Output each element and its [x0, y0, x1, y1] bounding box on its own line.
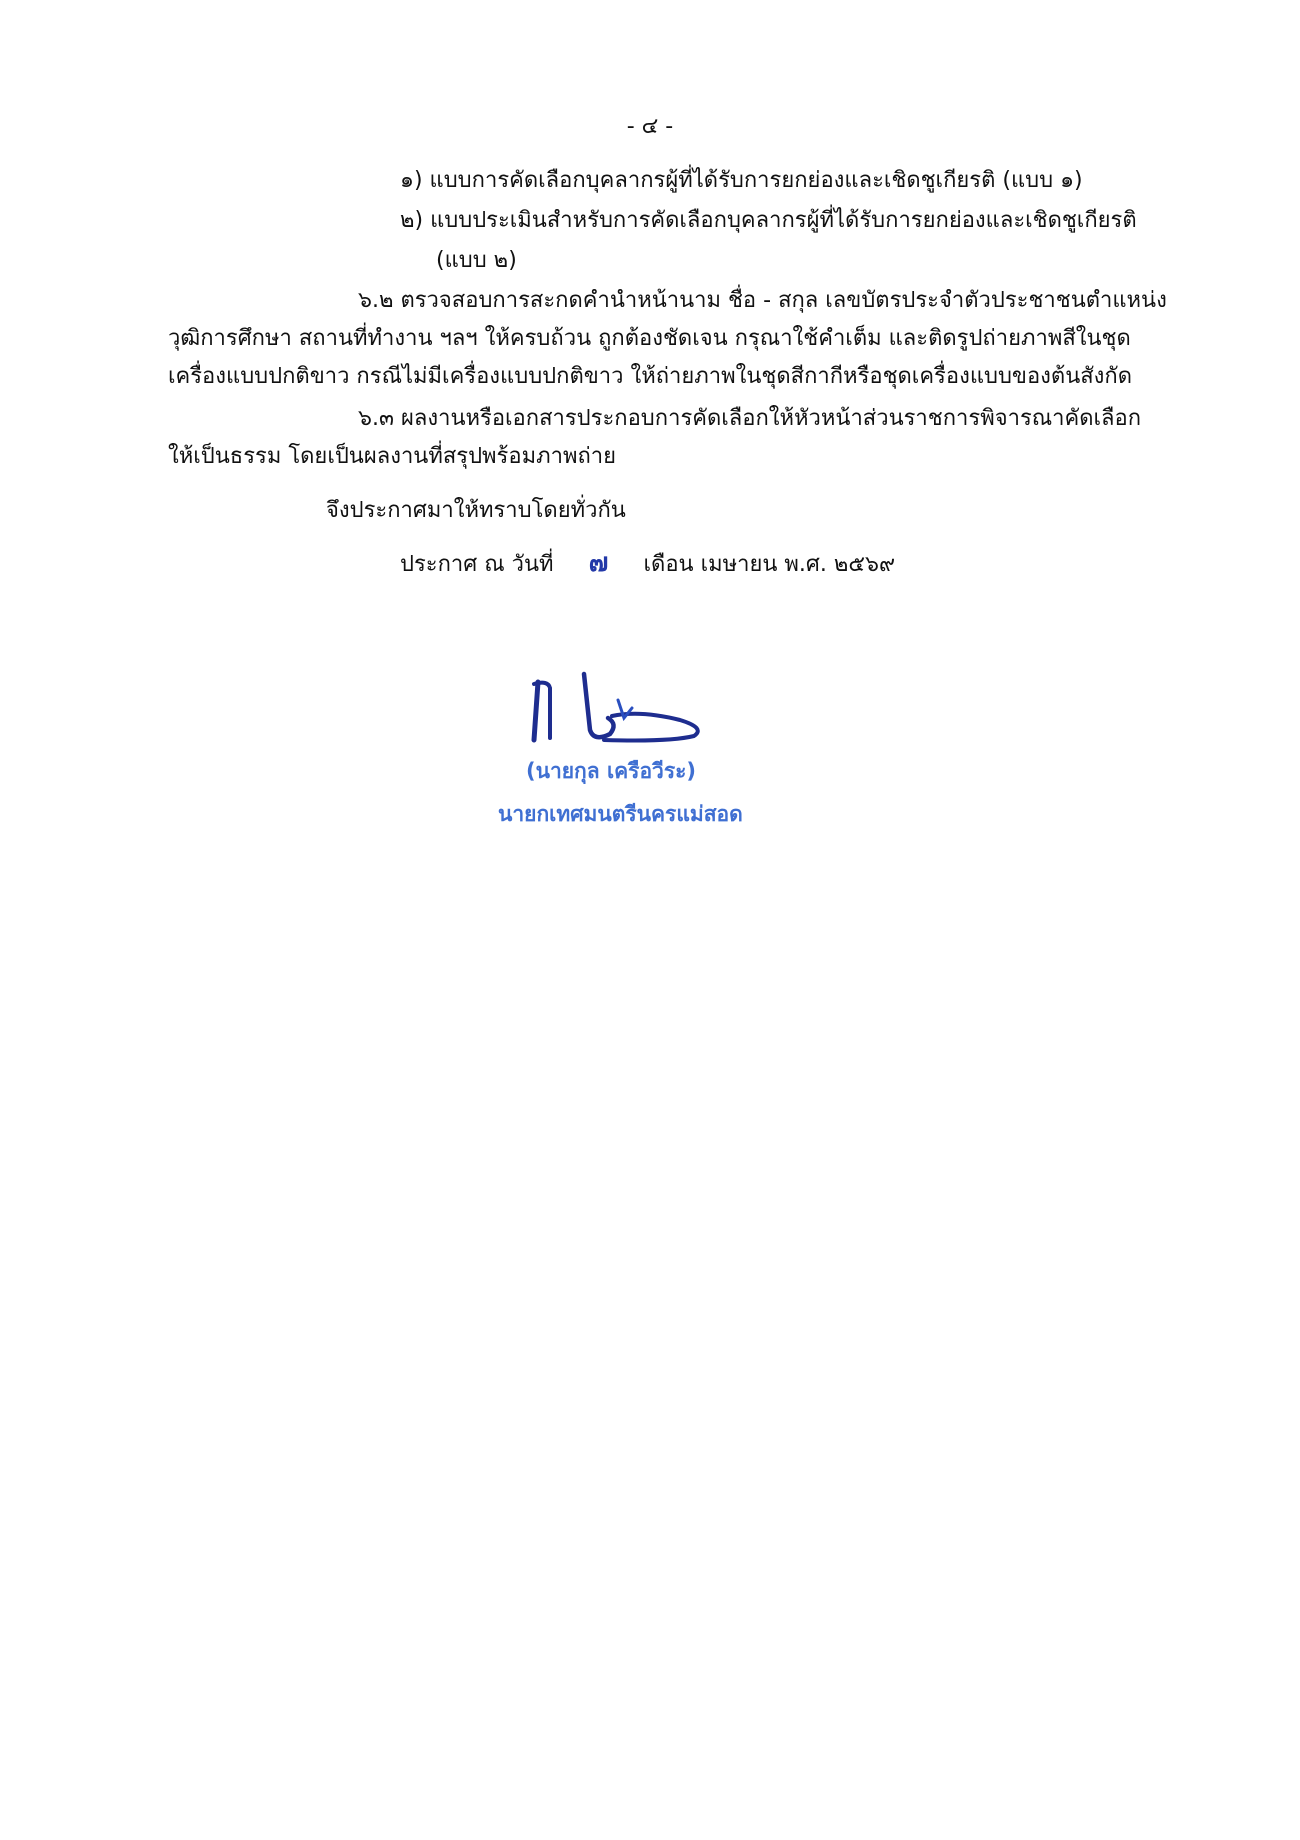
date-day-handwritten: ๗: [588, 548, 609, 578]
announcement-text: จึงประกาศมาให้ทราบโดยทั่วกัน: [326, 498, 626, 523]
date-month-year: เดือน เมษายน พ.ศ. ๒๕๖๙: [643, 552, 896, 577]
page-number: - ๔ -: [626, 114, 674, 139]
announcement-date: [400, 548, 895, 580]
date-prefix: ประกาศ ณ วันที่: [400, 552, 554, 577]
section-6-2-line-2: วุฒิการศึกษา สถานที่ทำงาน ฯลฯ ให้ครบถ้วน ถูกต้องชัดเจน กรุณาใช้คำเต็ม และติดรูปถ่ายภาพสีในชุด: [168, 326, 1131, 351]
section-6-3-line-2: ให้เป็นธรรม โดยเป็นผลงานที่สรุปพร้อมภาพถ่าย: [168, 444, 617, 469]
signature-icon: [520, 660, 720, 750]
signer-name: (นายกุล เครือวีระ): [526, 759, 697, 783]
section-6-2-line-1: ๖.๒ ตรวจสอบการสะกดคำนำหน้านาม ชื่อ - สกุล เลขบัตรประจำตัวประชาชนตำแหน่ง: [358, 288, 1167, 313]
list-item-form-2: ๒) แบบประเมินสำหรับการคัดเลือกบุคลากรผู้ที่ได้รับการยกย่องและเชิดชูเกียรติ: [400, 208, 1137, 233]
list-item-form-2-continuation: (แบบ ๒): [436, 248, 517, 273]
list-item-form-1: ๑) แบบการคัดเลือกบุคลากรผู้ที่ได้รับการยกย่องและเชิดชูเกียรติ (แบบ ๑): [400, 168, 1083, 193]
section-6-3-line-1: ๖.๓ ผลงานหรือเอกสารประกอบการคัดเลือกให้หัวหน้าส่วนราชการพิจารณาคัดเลือก: [358, 406, 1142, 431]
signer-title: นายกเทศมนตรีนครแม่สอด: [498, 802, 743, 826]
section-6-2-line-3: เครื่องแบบปกติขาว กรณีไม่มีเครื่องแบบปกติขาว ให้ถ่ายภาพในชุดสีกากีหรือชุดเครื่องแบบของต้นสังกัด: [168, 364, 1133, 389]
